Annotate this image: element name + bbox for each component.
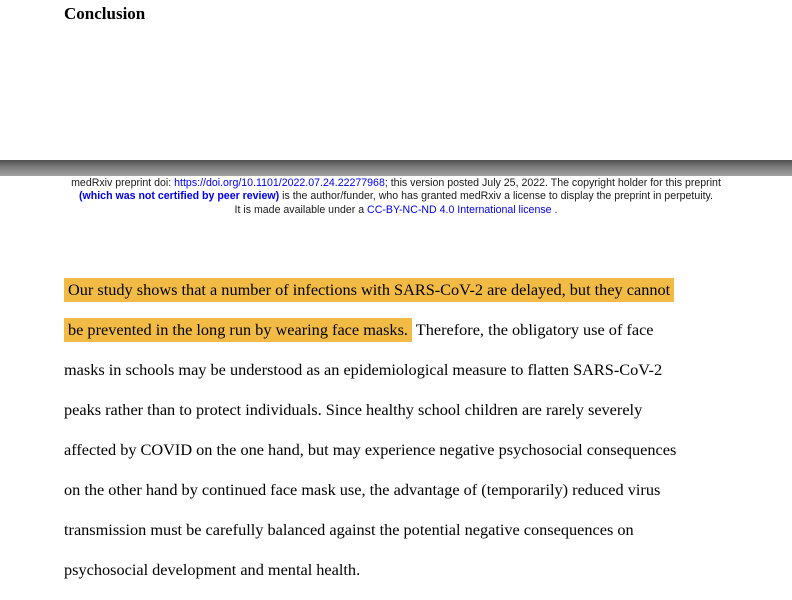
banner-text-segment: . [551, 203, 558, 216]
paragraph-line-8 [64, 550, 744, 590]
body-text: peaks rather than to protect individuals. Since healthy school children are rarely severely [64, 400, 643, 419]
paragraph-line-7 [64, 510, 744, 550]
paragraph-line-5 [64, 430, 744, 470]
body-text: affected by COVID on the one hand, but may experience negative psychosocial consequences [64, 440, 677, 459]
banner-text-segment: is the author/funder, who has granted medRxiv a license to display the preprint in perpetuity. [279, 190, 713, 203]
body-text: Therefore, the obligatory use of face [411, 320, 654, 339]
conclusion-paragraph [64, 270, 744, 590]
paragraph-line-3 [64, 350, 744, 390]
paragraph-line-2 [64, 310, 744, 350]
body-text: psychosocial development and mental health. [64, 560, 361, 579]
banner-line-2 [0, 190, 792, 203]
section-heading: Conclusion [64, 4, 146, 23]
license-link[interactable]: CC-BY-NC-ND 4.0 International license [367, 203, 552, 216]
preprint-disclaimer-banner [0, 177, 792, 217]
highlighted-text: Our study shows that a number of infections with SARS-CoV-2 are delayed, but they cannot [64, 278, 674, 302]
banner-text-segment: ; this version posted July 25, 2022. The copyright holder for this preprint [384, 177, 721, 189]
paragraph-line-6 [64, 470, 744, 510]
banner-text-segment: medRxiv preprint doi: [71, 177, 175, 189]
banner-text-segment: It is made available under a [234, 203, 368, 216]
paragraph-line-4 [64, 390, 744, 430]
peer-review-link[interactable]: (which was not certified by peer review) [79, 190, 280, 203]
banner-line-3 [0, 204, 792, 217]
body-text: transmission must be carefully balanced against the potential negative consequences on [64, 520, 634, 539]
body-text: on the other hand by continued face mask use, the advantage of (temporarily) reduced virus [64, 480, 661, 499]
doi-link[interactable]: https://doi.org/10.1101/2022.07.24.22277968 [174, 177, 385, 189]
highlighted-text: be prevented in the long run by wearing face masks. [64, 318, 412, 342]
banner-gray-bar [0, 160, 792, 176]
body-text: masks in schools may be understood as an epidemiological measure to flatten SARS-CoV-2 [64, 360, 663, 379]
paragraph-line-1 [64, 270, 744, 310]
banner-line-1 [0, 177, 792, 190]
